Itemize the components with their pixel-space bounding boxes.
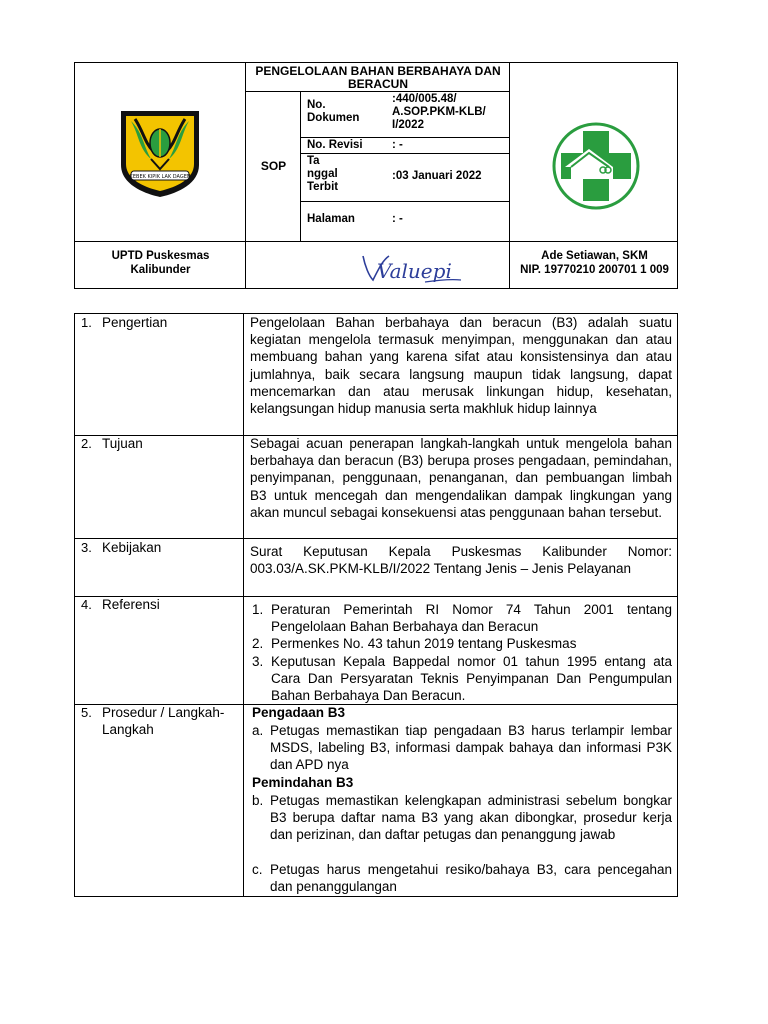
reference-item: Keputusan Kepala Bappedal nomor 01 tahun 1995 entang ata Cara Dan Persyaratan Teknis Penyimpanan Dan Pengumpulan Bahan Berbahaya Dan Beracun. <box>271 654 672 704</box>
document-title: PENGELOLAAN BAHAN BERBAHAYA DAN BERACUN <box>255 64 501 91</box>
reference-marker: 1. <box>252 602 264 617</box>
section-number: 4. <box>81 597 92 612</box>
organization-line-1: UPTD Puskesmas <box>111 250 210 262</box>
section-title-referensi: Referensi <box>102 597 160 612</box>
section-title-prosedur: Prosedur / Langkah-Langkah <box>102 705 225 737</box>
section-number: 2. <box>81 436 92 451</box>
procedure-subheading: Pemindahan B3 <box>252 775 354 790</box>
revision-label: No. Revisi <box>307 139 363 151</box>
head-nip: NIP. 19770210 200701 1 009 <box>520 264 669 276</box>
issue-date-label: Ta nggal Terbit <box>307 155 339 193</box>
page-label: Halaman <box>307 213 355 225</box>
section-number: 5. <box>81 705 92 720</box>
procedure-marker: c. <box>252 862 263 877</box>
revision-value: : - <box>392 139 403 151</box>
sop-content-table <box>74 313 678 897</box>
reference-marker: 3. <box>252 654 264 669</box>
sop-header-table <box>74 62 678 289</box>
head-name: Ade Setiawan, SKM <box>541 250 648 262</box>
section-body-pengertian: Pengelolaan Bahan berbahaya dan beracun (B3) adalah suatu kegiatan mengelola termasuk menyimpan, menggunakan dan atau membuang bahan yang karena sifat atau konsistensinya dan atau jumlahnya, baik secara langsung maupun tidak langsung, dapat mencemarkan dan atau merusak linkungan hidup, kesehatan, kelangsungan hidup manusia serta makhluk hidup lainnya <box>250 315 672 417</box>
procedure-step: Petugas memastikan kelengkapan administrasi sebelum bongkar B3 berupa daftar nama B3 yang akan dibongkar, prosedur kerja dan perizinan, dan daftar petugas dan penanggung jawab <box>270 793 672 843</box>
section-body-tujuan: Sebagai acuan penerapan langkah-langkah untuk mengelola bahan berbahaya dan beracun (B3) berupa proses pengadaan, pemindahan, penyimpanan, penggunaan, penanganan, dan pembuangan limbah B3 untuk mencegah dan mengendalikan dampak lingkungan yang akan muncul sebagai konsekuensi atas penggunaan bahan tersebut. <box>250 436 672 520</box>
sop-label: SOP <box>260 159 287 173</box>
signature-icon <box>355 248 465 288</box>
section-title-tujuan: Tujuan <box>102 436 143 451</box>
section-number: 3. <box>81 540 92 555</box>
organization-line-2: Kalibunder <box>130 264 191 276</box>
puskesmas-logo-icon <box>551 121 641 211</box>
doc-number-label: No. Dokumen <box>307 99 360 124</box>
logo-motto: CEBEK KIPIK LAK DAGEN <box>129 174 191 180</box>
procedure-step: Petugas memastikan tiap pengadaan B3 harus terlampir lembar MSDS, labeling B3, informasi dampak bahaya dan informasi P3K dan APD nya <box>270 723 672 773</box>
issue-date-value: :03 Januari 2022 <box>392 170 482 182</box>
head-of-center <box>510 249 679 277</box>
section-body-kebijakan: Surat Keputusan Kepala Puskesmas Kalibunder Nomor: 003.03/A.SK.PKM-KLB/I/2022 Tentang Jenis – Jenis Pelayanan <box>250 544 672 577</box>
procedure-marker: a. <box>252 723 264 738</box>
section-title-pengertian: Pengertian <box>102 315 168 330</box>
section-number: 1. <box>81 315 92 330</box>
reference-item: Peraturan Pemerintah RI Nomor 74 Tahun 2001 tentang Pengelolaan Bahan Berbahaya dan Beracun <box>271 602 672 635</box>
reference-marker: 2. <box>252 636 264 651</box>
organization-name <box>75 249 246 277</box>
procedure-marker: b. <box>252 793 264 808</box>
section-title-kebijakan: Kebijakan <box>102 540 162 555</box>
page-value: : - <box>392 213 403 225</box>
reference-item: Permenkes No. 43 tahun 2019 tentang Puskesmas <box>271 636 577 651</box>
signature-text: Valuepi <box>377 259 452 283</box>
procedure-subheading: Pengadaan B3 <box>252 705 346 720</box>
procedure-step: Petugas harus mengetahui resiko/bahaya B3, cara pencegahan dan penanggulangan <box>270 862 672 895</box>
doc-number-value: :440/005.48/ A.SOP.PKM-KLB/ I/2022 <box>392 93 486 131</box>
regency-logo-icon <box>117 107 203 199</box>
